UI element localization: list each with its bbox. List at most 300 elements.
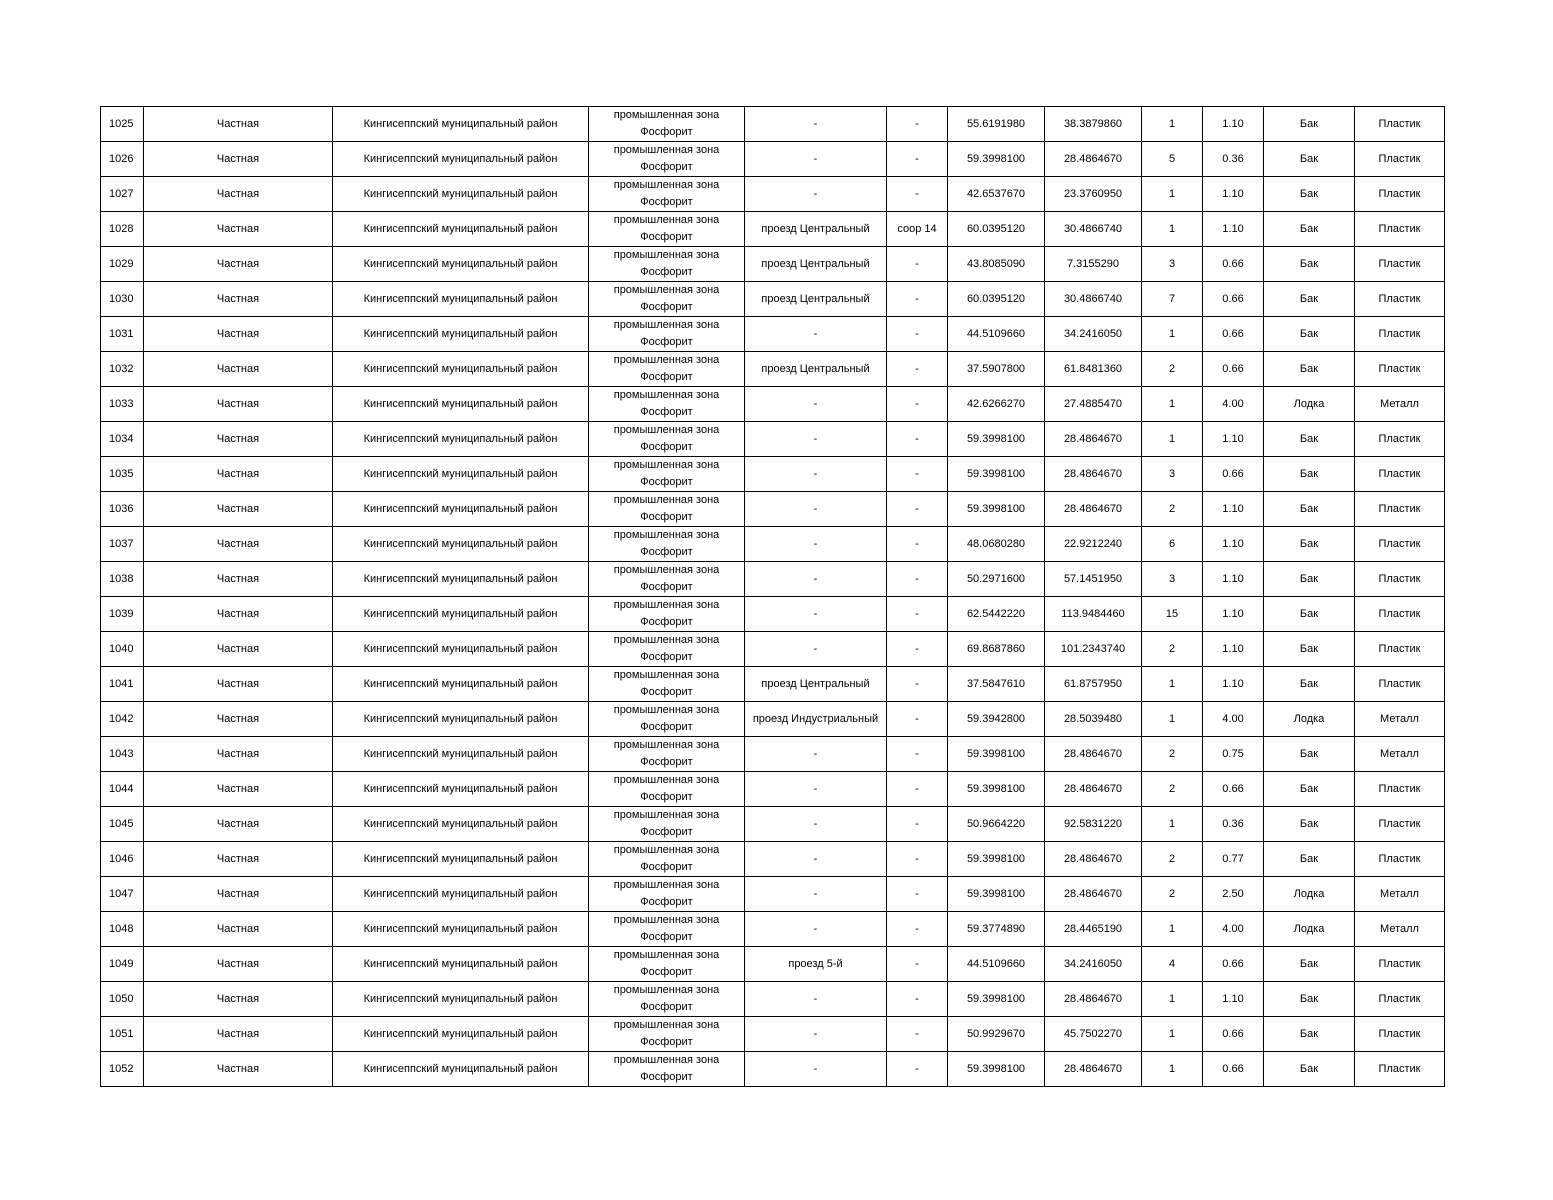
container-type-cell: Бак — [1264, 317, 1355, 352]
street-cell: - — [745, 142, 887, 177]
longitude-cell: 22.9212240 — [1045, 527, 1142, 562]
container-type-cell: Бак — [1264, 142, 1355, 177]
district-cell: Кингисеппский муниципальный район — [333, 1017, 589, 1052]
zone-cell: промышленная зона Фосфорит — [589, 1017, 745, 1052]
table-row — [101, 947, 1445, 982]
material-cell: Пластик — [1355, 422, 1445, 457]
street-cell: - — [745, 1052, 887, 1087]
latitude-cell: 50.9664220 — [948, 807, 1045, 842]
table-row — [101, 632, 1445, 667]
longitude-cell: 34.2416050 — [1045, 317, 1142, 352]
longitude-cell: 34.2416050 — [1045, 947, 1142, 982]
longitude-cell: 28.4864670 — [1045, 982, 1142, 1017]
row-number-cell: 1029 — [101, 247, 144, 282]
district-cell: Кингисеппский муниципальный район — [333, 247, 589, 282]
count-cell: 5 — [1142, 142, 1203, 177]
building-cell: - — [887, 527, 948, 562]
count-cell: 2 — [1142, 842, 1203, 877]
container-type-cell: Бак — [1264, 842, 1355, 877]
street-cell: - — [745, 317, 887, 352]
building-cell: - — [887, 597, 948, 632]
ownership-cell: Частная — [144, 912, 333, 947]
container-type-cell: Бак — [1264, 1052, 1355, 1087]
longitude-cell: 38.3879860 — [1045, 107, 1142, 142]
district-cell: Кингисеппский муниципальный район — [333, 457, 589, 492]
count-cell: 15 — [1142, 597, 1203, 632]
volume-cell: 1.10 — [1203, 632, 1264, 667]
count-cell: 3 — [1142, 562, 1203, 597]
ownership-cell: Частная — [144, 1017, 333, 1052]
count-cell: 1 — [1142, 982, 1203, 1017]
container-type-cell: Бак — [1264, 562, 1355, 597]
building-cell: - — [887, 247, 948, 282]
zone-cell: промышленная зона Фосфорит — [589, 562, 745, 597]
longitude-cell: 57.1451950 — [1045, 562, 1142, 597]
table-row — [101, 1017, 1445, 1052]
building-cell: - — [887, 492, 948, 527]
table-row — [101, 562, 1445, 597]
building-cell: - — [887, 142, 948, 177]
street-cell: - — [745, 1017, 887, 1052]
container-type-cell: Лодка — [1264, 912, 1355, 947]
zone-cell: промышленная зона Фосфорит — [589, 632, 745, 667]
ownership-cell: Частная — [144, 177, 333, 212]
row-number-cell: 1050 — [101, 982, 144, 1017]
table-row — [101, 457, 1445, 492]
building-cell: - — [887, 1052, 948, 1087]
street-cell: - — [745, 772, 887, 807]
container-type-cell: Бак — [1264, 947, 1355, 982]
latitude-cell: 37.5907800 — [948, 352, 1045, 387]
zone-cell: промышленная зона Фосфорит — [589, 842, 745, 877]
table-row — [101, 667, 1445, 702]
longitude-cell: 101.2343740 — [1045, 632, 1142, 667]
count-cell: 7 — [1142, 282, 1203, 317]
zone-cell: промышленная зона Фосфорит — [589, 247, 745, 282]
table-row — [101, 982, 1445, 1017]
count-cell: 2 — [1142, 352, 1203, 387]
street-cell: проезд Центральный — [745, 352, 887, 387]
street-cell: проезд 5-й — [745, 947, 887, 982]
latitude-cell: 43.8085090 — [948, 247, 1045, 282]
zone-cell: промышленная зона Фосфорит — [589, 387, 745, 422]
street-cell: - — [745, 737, 887, 772]
zone-cell: промышленная зона Фосфорит — [589, 492, 745, 527]
row-number-cell: 1030 — [101, 282, 144, 317]
material-cell: Пластик — [1355, 282, 1445, 317]
district-cell: Кингисеппский муниципальный район — [333, 702, 589, 737]
material-cell: Пластик — [1355, 212, 1445, 247]
container-type-cell: Бак — [1264, 492, 1355, 527]
building-cell: - — [887, 877, 948, 912]
building-cell: - — [887, 317, 948, 352]
zone-cell: промышленная зона Фосфорит — [589, 142, 745, 177]
row-number-cell: 1044 — [101, 772, 144, 807]
longitude-cell: 28.4864670 — [1045, 877, 1142, 912]
street-cell: проезд Центральный — [745, 247, 887, 282]
zone-cell: промышленная зона Фосфорит — [589, 457, 745, 492]
street-cell: проезд Центральный — [745, 667, 887, 702]
table-row — [101, 702, 1445, 737]
count-cell: 3 — [1142, 457, 1203, 492]
street-cell: проезд Индустриальный — [745, 702, 887, 737]
row-number-cell: 1041 — [101, 667, 144, 702]
material-cell: Пластик — [1355, 807, 1445, 842]
zone-cell: промышленная зона Фосфорит — [589, 527, 745, 562]
latitude-cell: 37.5847610 — [948, 667, 1045, 702]
count-cell: 3 — [1142, 247, 1203, 282]
building-cell: - — [887, 177, 948, 212]
street-cell: - — [745, 877, 887, 912]
table-row — [101, 107, 1445, 142]
street-cell: - — [745, 422, 887, 457]
ownership-cell: Частная — [144, 212, 333, 247]
building-cell: соор 14 — [887, 212, 948, 247]
material-cell: Пластик — [1355, 632, 1445, 667]
latitude-cell: 44.5109660 — [948, 947, 1045, 982]
table-row — [101, 247, 1445, 282]
ownership-cell: Частная — [144, 492, 333, 527]
latitude-cell: 55.6191980 — [948, 107, 1045, 142]
latitude-cell: 50.9929670 — [948, 1017, 1045, 1052]
material-cell: Пластик — [1355, 982, 1445, 1017]
material-cell: Пластик — [1355, 842, 1445, 877]
row-number-cell: 1051 — [101, 1017, 144, 1052]
district-cell: Кингисеппский муниципальный район — [333, 842, 589, 877]
latitude-cell: 50.2971600 — [948, 562, 1045, 597]
material-cell: Пластик — [1355, 352, 1445, 387]
building-cell: - — [887, 912, 948, 947]
ownership-cell: Частная — [144, 877, 333, 912]
volume-cell: 1.10 — [1203, 107, 1264, 142]
zone-cell: промышленная зона Фосфорит — [589, 702, 745, 737]
count-cell: 2 — [1142, 632, 1203, 667]
container-type-cell: Бак — [1264, 212, 1355, 247]
material-cell: Металл — [1355, 912, 1445, 947]
district-cell: Кингисеппский муниципальный район — [333, 632, 589, 667]
building-cell: - — [887, 982, 948, 1017]
ownership-cell: Частная — [144, 527, 333, 562]
longitude-cell: 30.4866740 — [1045, 282, 1142, 317]
ownership-cell: Частная — [144, 667, 333, 702]
district-cell: Кингисеппский муниципальный район — [333, 387, 589, 422]
volume-cell: 1.10 — [1203, 667, 1264, 702]
container-type-cell: Бак — [1264, 632, 1355, 667]
volume-cell: 0.77 — [1203, 842, 1264, 877]
zone-cell: промышленная зона Фосфорит — [589, 107, 745, 142]
container-type-cell: Бак — [1264, 667, 1355, 702]
longitude-cell: 28.4864670 — [1045, 422, 1142, 457]
district-cell: Кингисеппский муниципальный район — [333, 317, 589, 352]
building-cell: - — [887, 562, 948, 597]
material-cell: Пластик — [1355, 177, 1445, 212]
ownership-cell: Частная — [144, 947, 333, 982]
latitude-cell: 59.3998100 — [948, 877, 1045, 912]
material-cell: Пластик — [1355, 527, 1445, 562]
table-row — [101, 842, 1445, 877]
table-row — [101, 912, 1445, 947]
zone-cell: промышленная зона Фосфорит — [589, 1052, 745, 1087]
district-cell: Кингисеппский муниципальный район — [333, 212, 589, 247]
district-cell: Кингисеппский муниципальный район — [333, 772, 589, 807]
building-cell: - — [887, 1017, 948, 1052]
zone-cell: промышленная зона Фосфорит — [589, 877, 745, 912]
volume-cell: 1.10 — [1203, 177, 1264, 212]
volume-cell: 0.66 — [1203, 947, 1264, 982]
count-cell: 2 — [1142, 772, 1203, 807]
latitude-cell: 42.6537670 — [948, 177, 1045, 212]
volume-cell: 0.66 — [1203, 1017, 1264, 1052]
district-cell: Кингисеппский муниципальный район — [333, 667, 589, 702]
container-type-cell: Лодка — [1264, 877, 1355, 912]
building-cell: - — [887, 632, 948, 667]
container-type-cell: Бак — [1264, 457, 1355, 492]
latitude-cell: 42.6266270 — [948, 387, 1045, 422]
district-cell: Кингисеппский муниципальный район — [333, 807, 589, 842]
district-cell: Кингисеппский муниципальный район — [333, 282, 589, 317]
ownership-cell: Частная — [144, 597, 333, 632]
row-number-cell: 1028 — [101, 212, 144, 247]
table-row — [101, 212, 1445, 247]
row-number-cell: 1031 — [101, 317, 144, 352]
volume-cell: 1.10 — [1203, 212, 1264, 247]
latitude-cell: 62.5442220 — [948, 597, 1045, 632]
ownership-cell: Частная — [144, 807, 333, 842]
material-cell: Пластик — [1355, 772, 1445, 807]
volume-cell: 0.36 — [1203, 142, 1264, 177]
latitude-cell: 59.3998100 — [948, 1052, 1045, 1087]
latitude-cell: 69.8687860 — [948, 632, 1045, 667]
latitude-cell: 60.0395120 — [948, 282, 1045, 317]
volume-cell: 1.10 — [1203, 562, 1264, 597]
volume-cell: 0.36 — [1203, 807, 1264, 842]
latitude-cell: 59.3774890 — [948, 912, 1045, 947]
latitude-cell: 59.3998100 — [948, 457, 1045, 492]
building-cell: - — [887, 457, 948, 492]
table-row — [101, 422, 1445, 457]
latitude-cell: 59.3942800 — [948, 702, 1045, 737]
row-number-cell: 1036 — [101, 492, 144, 527]
ownership-cell: Частная — [144, 422, 333, 457]
zone-cell: промышленная зона Фосфорит — [589, 352, 745, 387]
volume-cell: 0.66 — [1203, 1052, 1264, 1087]
street-cell: - — [745, 177, 887, 212]
district-cell: Кингисеппский муниципальный район — [333, 597, 589, 632]
container-type-cell: Бак — [1264, 282, 1355, 317]
material-cell: Металл — [1355, 877, 1445, 912]
volume-cell: 0.66 — [1203, 352, 1264, 387]
material-cell: Пластик — [1355, 317, 1445, 352]
ownership-cell: Частная — [144, 1052, 333, 1087]
ownership-cell: Частная — [144, 737, 333, 772]
row-number-cell: 1047 — [101, 877, 144, 912]
count-cell: 1 — [1142, 912, 1203, 947]
zone-cell: промышленная зона Фосфорит — [589, 982, 745, 1017]
longitude-cell: 27.4885470 — [1045, 387, 1142, 422]
longitude-cell: 28.4465190 — [1045, 912, 1142, 947]
building-cell: - — [887, 667, 948, 702]
district-cell: Кингисеппский муниципальный район — [333, 142, 589, 177]
material-cell: Пластик — [1355, 457, 1445, 492]
ownership-cell: Частная — [144, 317, 333, 352]
street-cell: - — [745, 107, 887, 142]
material-cell: Металл — [1355, 737, 1445, 772]
volume-cell: 1.10 — [1203, 982, 1264, 1017]
longitude-cell: 28.4864670 — [1045, 842, 1142, 877]
count-cell: 1 — [1142, 177, 1203, 212]
row-number-cell: 1042 — [101, 702, 144, 737]
count-cell: 1 — [1142, 107, 1203, 142]
zone-cell: промышленная зона Фосфорит — [589, 947, 745, 982]
count-cell: 2 — [1142, 492, 1203, 527]
zone-cell: промышленная зона Фосфорит — [589, 212, 745, 247]
row-number-cell: 1046 — [101, 842, 144, 877]
district-cell: Кингисеппский муниципальный район — [333, 912, 589, 947]
ownership-cell: Частная — [144, 702, 333, 737]
count-cell: 1 — [1142, 422, 1203, 457]
count-cell: 4 — [1142, 947, 1203, 982]
building-cell: - — [887, 772, 948, 807]
row-number-cell: 1025 — [101, 107, 144, 142]
container-type-cell: Бак — [1264, 107, 1355, 142]
count-cell: 1 — [1142, 702, 1203, 737]
table-row — [101, 737, 1445, 772]
district-cell: Кингисеппский муниципальный район — [333, 1052, 589, 1087]
zone-cell: промышленная зона Фосфорит — [589, 807, 745, 842]
volume-cell: 0.75 — [1203, 737, 1264, 772]
container-type-cell: Бак — [1264, 247, 1355, 282]
ownership-cell: Частная — [144, 142, 333, 177]
longitude-cell: 61.8757950 — [1045, 667, 1142, 702]
count-cell: 2 — [1142, 877, 1203, 912]
zone-cell: промышленная зона Фосфорит — [589, 177, 745, 212]
table-row — [101, 1052, 1445, 1087]
district-cell: Кингисеппский муниципальный район — [333, 982, 589, 1017]
count-cell: 1 — [1142, 212, 1203, 247]
building-cell: - — [887, 842, 948, 877]
street-cell: - — [745, 807, 887, 842]
volume-cell: 0.66 — [1203, 317, 1264, 352]
volume-cell: 4.00 — [1203, 912, 1264, 947]
district-cell: Кингисеппский муниципальный район — [333, 177, 589, 212]
district-cell: Кингисеппский муниципальный район — [333, 422, 589, 457]
row-number-cell: 1033 — [101, 387, 144, 422]
longitude-cell: 30.4866740 — [1045, 212, 1142, 247]
row-number-cell: 1039 — [101, 597, 144, 632]
data-table — [100, 106, 1445, 1087]
building-cell: - — [887, 282, 948, 317]
table-row — [101, 492, 1445, 527]
volume-cell: 0.66 — [1203, 282, 1264, 317]
material-cell: Пластик — [1355, 667, 1445, 702]
ownership-cell: Частная — [144, 247, 333, 282]
material-cell: Пластик — [1355, 562, 1445, 597]
container-type-cell: Лодка — [1264, 702, 1355, 737]
material-cell: Пластик — [1355, 492, 1445, 527]
street-cell: - — [745, 457, 887, 492]
street-cell: - — [745, 527, 887, 562]
district-cell: Кингисеппский муниципальный район — [333, 737, 589, 772]
longitude-cell: 28.4864670 — [1045, 142, 1142, 177]
zone-cell: промышленная зона Фосфорит — [589, 772, 745, 807]
district-cell: Кингисеппский муниципальный район — [333, 527, 589, 562]
table-row — [101, 527, 1445, 562]
count-cell: 2 — [1142, 737, 1203, 772]
row-number-cell: 1035 — [101, 457, 144, 492]
street-cell: - — [745, 562, 887, 597]
material-cell: Пластик — [1355, 1052, 1445, 1087]
table-row — [101, 772, 1445, 807]
street-cell: - — [745, 982, 887, 1017]
row-number-cell: 1038 — [101, 562, 144, 597]
longitude-cell: 28.4864670 — [1045, 492, 1142, 527]
count-cell: 1 — [1142, 807, 1203, 842]
count-cell: 6 — [1142, 527, 1203, 562]
row-number-cell: 1043 — [101, 737, 144, 772]
container-type-cell: Лодка — [1264, 387, 1355, 422]
volume-cell: 2.50 — [1203, 877, 1264, 912]
container-type-cell: Бак — [1264, 177, 1355, 212]
ownership-cell: Частная — [144, 982, 333, 1017]
row-number-cell: 1026 — [101, 142, 144, 177]
volume-cell: 1.10 — [1203, 597, 1264, 632]
street-cell: - — [745, 387, 887, 422]
material-cell: Пластик — [1355, 107, 1445, 142]
table-body — [101, 107, 1445, 1087]
building-cell: - — [887, 352, 948, 387]
material-cell: Пластик — [1355, 247, 1445, 282]
material-cell: Металл — [1355, 387, 1445, 422]
volume-cell: 1.10 — [1203, 492, 1264, 527]
building-cell: - — [887, 947, 948, 982]
latitude-cell: 59.3998100 — [948, 842, 1045, 877]
table-row — [101, 282, 1445, 317]
count-cell: 1 — [1142, 1052, 1203, 1087]
volume-cell: 0.66 — [1203, 772, 1264, 807]
material-cell: Металл — [1355, 702, 1445, 737]
zone-cell: промышленная зона Фосфорит — [589, 317, 745, 352]
building-cell: - — [887, 422, 948, 457]
longitude-cell: 45.7502270 — [1045, 1017, 1142, 1052]
latitude-cell: 59.3998100 — [948, 142, 1045, 177]
container-type-cell: Бак — [1264, 352, 1355, 387]
zone-cell: промышленная зона Фосфорит — [589, 597, 745, 632]
street-cell: - — [745, 842, 887, 877]
district-cell: Кингисеппский муниципальный район — [333, 877, 589, 912]
ownership-cell: Частная — [144, 457, 333, 492]
zone-cell: промышленная зона Фосфорит — [589, 737, 745, 772]
row-number-cell: 1048 — [101, 912, 144, 947]
count-cell: 1 — [1142, 387, 1203, 422]
ownership-cell: Частная — [144, 107, 333, 142]
table-row — [101, 387, 1445, 422]
table-row — [101, 352, 1445, 387]
container-type-cell: Бак — [1264, 527, 1355, 562]
ownership-cell: Частная — [144, 387, 333, 422]
latitude-cell: 59.3998100 — [948, 737, 1045, 772]
volume-cell: 0.66 — [1203, 247, 1264, 282]
volume-cell: 4.00 — [1203, 387, 1264, 422]
zone-cell: промышленная зона Фосфорит — [589, 422, 745, 457]
building-cell: - — [887, 702, 948, 737]
longitude-cell: 61.8481360 — [1045, 352, 1142, 387]
container-type-cell: Бак — [1264, 982, 1355, 1017]
row-number-cell: 1034 — [101, 422, 144, 457]
building-cell: - — [887, 387, 948, 422]
zone-cell: промышленная зона Фосфорит — [589, 667, 745, 702]
longitude-cell: 113.9484460 — [1045, 597, 1142, 632]
table-row — [101, 877, 1445, 912]
